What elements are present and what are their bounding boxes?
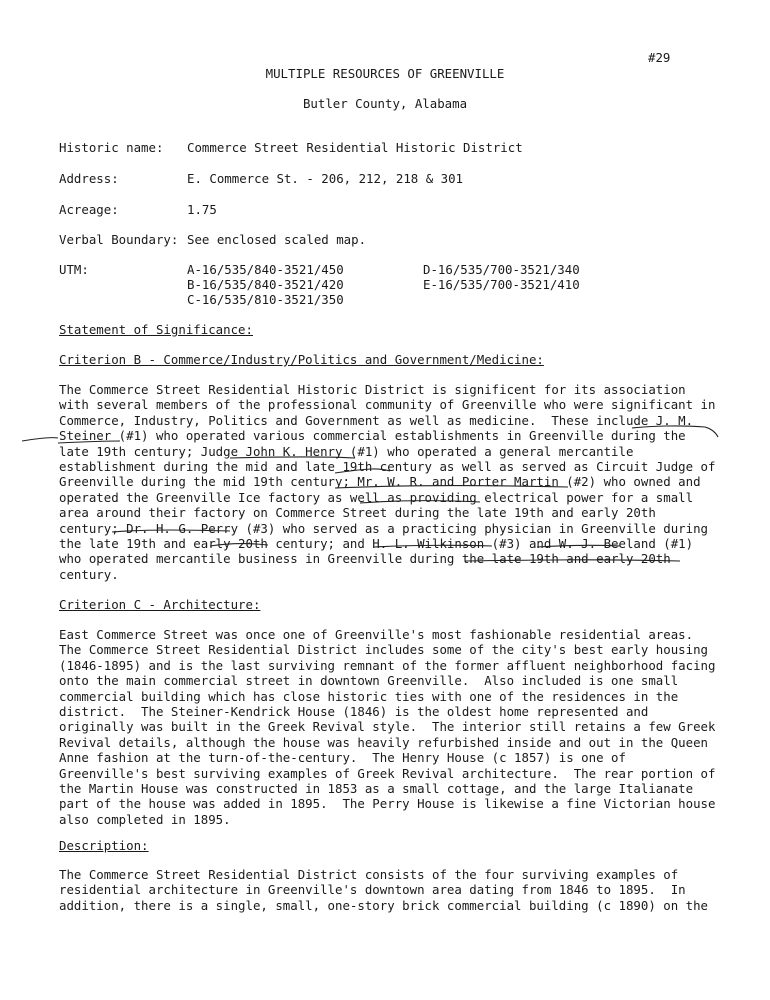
- acreage-label: Acreage:: [59, 202, 119, 217]
- address-value: E. Commerce St. - 206, 212, 218 & 301: [187, 171, 464, 186]
- text-line: residential architecture in Greenville's downtown area dating from 1846 to 1895. In: [59, 882, 686, 898]
- historic-name-label: Historic name:: [59, 140, 164, 155]
- text-line: district. The Steiner-Kendrick House (1846) is the oldest home represented and: [59, 704, 649, 720]
- text-line: (1846-1895) and is the last surviving remnant of the former affluent neighborhood facing: [59, 657, 716, 673]
- page-subtitle: Butler County, Alabama: [302, 96, 468, 111]
- text-line: the Martin House was constructed in 1853 as a small cottage, and the large Italianate: [59, 781, 694, 797]
- text-line: Commerce, Industry, Politics and Government as well as medicine. These include J. M.: [59, 412, 694, 428]
- significance-heading: Statement of Significance:: [59, 322, 253, 337]
- utm-coordinate: E-16/535/700-3521/410: [423, 277, 580, 292]
- utm-coordinate: A-16/535/840-3521/450: [187, 262, 344, 277]
- criterion-b-paragraph: [59, 382, 739, 582]
- text-line: also completed in 1895.: [59, 811, 231, 827]
- text-line: establishment during the mid and late 19th century as well as served as Circuit Judge of: [59, 459, 716, 475]
- text-line: who operated mercantile business in Greenville during the late 19th and early 20th: [59, 551, 671, 567]
- text-line: century.: [59, 566, 119, 582]
- text-line: late 19th century; Judge John K. Henry (#1) who operated a general mercantile: [59, 443, 634, 459]
- text-line: The Commerce Street Residential District includes some of the city's best early housing: [59, 642, 709, 658]
- verbal-boundary-value: See enclosed scaled map.: [187, 232, 367, 247]
- text-line: onto the main commercial street in downtown Greenville. Also included is one small: [59, 673, 679, 689]
- description-paragraph: [59, 867, 739, 913]
- text-line: The Commerce Street Residential Historic District is significent for its association: [59, 382, 686, 397]
- pen-underline: [22, 438, 58, 441]
- acreage-value: 1.75: [187, 202, 217, 217]
- text-line: area around their factory on Commerce Street during the late 19th and early 20th: [59, 505, 656, 521]
- verbal-boundary-label: Verbal Boundary:: [59, 232, 179, 247]
- text-line: originally was built in the Greek Revival style. The interior still retains a few Greek: [59, 719, 716, 735]
- criterion-c-heading: Criterion C - Architecture:: [59, 597, 261, 612]
- text-line: century; Dr. H. G. Perry (#3) who served as a practicing physician in Greenville during: [59, 520, 709, 536]
- address-label: Address:: [59, 171, 119, 186]
- text-line: Anne fashion at the turn-of-the-century. The Henry House (c 1857) is one of: [59, 750, 626, 766]
- text-line: East Commerce Street was once one of Greenville's most fashionable residential areas.: [59, 627, 694, 642]
- utm-label: UTM:: [59, 262, 89, 277]
- text-line: part of the house was added in 1895. The Perry House is likewise a fine Victorian house: [59, 796, 716, 812]
- text-line: Steiner (#1) who operated various commercial establishments in Greenville during the: [59, 428, 686, 444]
- text-line: The Commerce Street Residential District consists of the four surviving examples of: [59, 867, 679, 882]
- text-line: with several members of the professional community of Greenville who were significant in: [59, 397, 716, 413]
- text-line: Revival details, although the house was heavily refurbished inside and out in the Queen: [59, 734, 709, 750]
- page-number: #29: [648, 50, 671, 65]
- utm-coordinate: D-16/535/700-3521/340: [423, 262, 580, 277]
- text-line: the late 19th and early 20th century; and H. L. Wilkinson (#3) and W. J. Beeland (#1): [59, 536, 694, 552]
- page-title: MULTIPLE RESOURCES OF GREENVILLE: [265, 66, 505, 81]
- historic-name-value: Commerce Street Residential Historic District: [187, 140, 523, 155]
- text-line: commercial building which has close historic ties with one of the residences in the: [59, 688, 679, 704]
- description-heading: Description:: [59, 838, 149, 853]
- text-line: Greenville's best surviving examples of Greek Revival architecture. The rear portion of: [59, 765, 716, 781]
- utm-coordinate: B-16/535/840-3521/420: [187, 277, 344, 292]
- text-line: operated the Greenville Ice factory as well as providing electrical power for a small: [59, 489, 694, 505]
- criterion-b-heading: Criterion B - Commerce/Industry/Politics and Government/Medicine:: [59, 352, 544, 367]
- utm-coordinate: C-16/535/810-3521/350: [187, 292, 344, 307]
- criterion-c-paragraph: [59, 627, 739, 827]
- text-line: addition, there is a single, small, one-story brick commercial building (c 1890) on the: [59, 897, 709, 913]
- text-line: Greenville during the mid 19th century; Mr. W. R. and Porter Martin (#2) who owned and: [59, 474, 701, 490]
